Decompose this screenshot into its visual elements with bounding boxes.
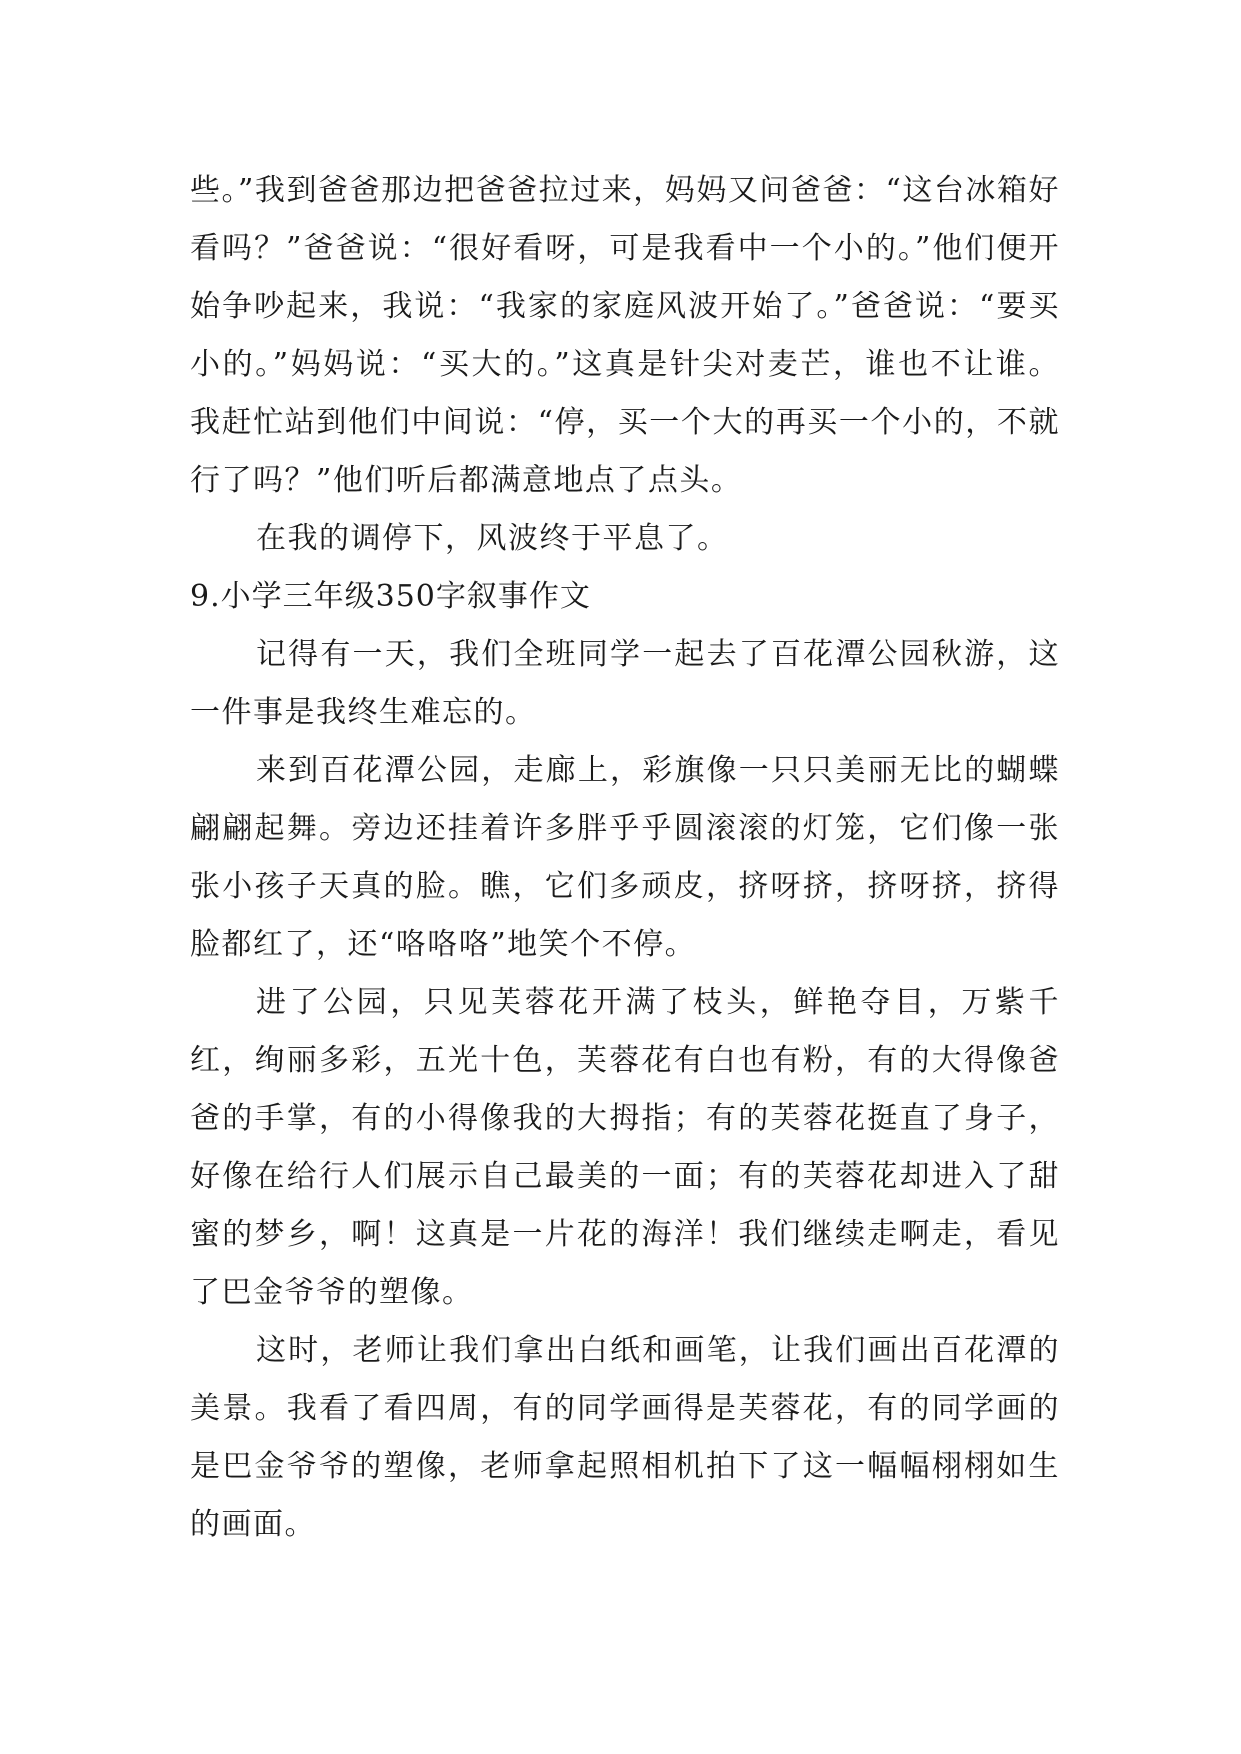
paragraph-continued: 些。”我到爸爸那边把爸爸拉过来，妈妈又问爸爸：“这台冰箱好看吗？”爸爸说：“很好看呀，可是我看中一个小的。”他们便开始争吵起来，我说：“我家的家庭风波开始了。”爸爸说：“要买小的。”妈妈说：“买大的。”这真是针尖对麦芒，谁也不让谁。我赶忙站到他们中间说：“停，买一个大的再买一个小的，不就行了吗？”他们听后都满意地点了点头。 — [190, 173, 1060, 498]
paragraph: 进了公园，只见芙蓉花开满了枝头，鲜艳夺目，万紫千红，绚丽多彩，五光十色，芙蓉花有白也有粉，有的大得像爸爸的手掌，有的小得像我的大拇指；有的芙蓉花挺直了身子，好像在给行人们展示自己最美的一面；有的芙蓉花却进入了甜蜜的梦乡，啊！这真是一片花的海洋！我们继续走啊走，看见了巴金爷爷的塑像。 — [190, 985, 1060, 1310]
essay-heading: 9.小学三年级350字叙事作文 — [190, 579, 591, 614]
paragraph: 这时，老师让我们拿出白纸和画笔，让我们画出百花潭的美景。我看了看四周，有的同学画得是芙蓉花，有的同学画的是巴金爷爷的塑像，老师拿起照相机拍下了这一幅幅栩栩如生的画面。 — [190, 1333, 1060, 1542]
document-body — [190, 162, 1060, 1554]
paragraph: 来到百花潭公园，走廊上，彩旗像一只只美丽无比的蝴蝶翩翩起舞。旁边还挂着许多胖乎乎圆滚滚的灯笼，它们像一张张小孩子天真的脸。瞧，它们多顽皮，挤呀挤，挤呀挤，挤得脸都红了，还“咯咯咯”地笑个不停。 — [190, 753, 1060, 962]
paragraph-conclusion: 在我的调停下，风波终于平息了。 — [256, 521, 729, 556]
paragraph: 记得有一天，我们全班同学一起去了百花潭公园秋游，这一件事是我终生难忘的。 — [190, 637, 1060, 730]
